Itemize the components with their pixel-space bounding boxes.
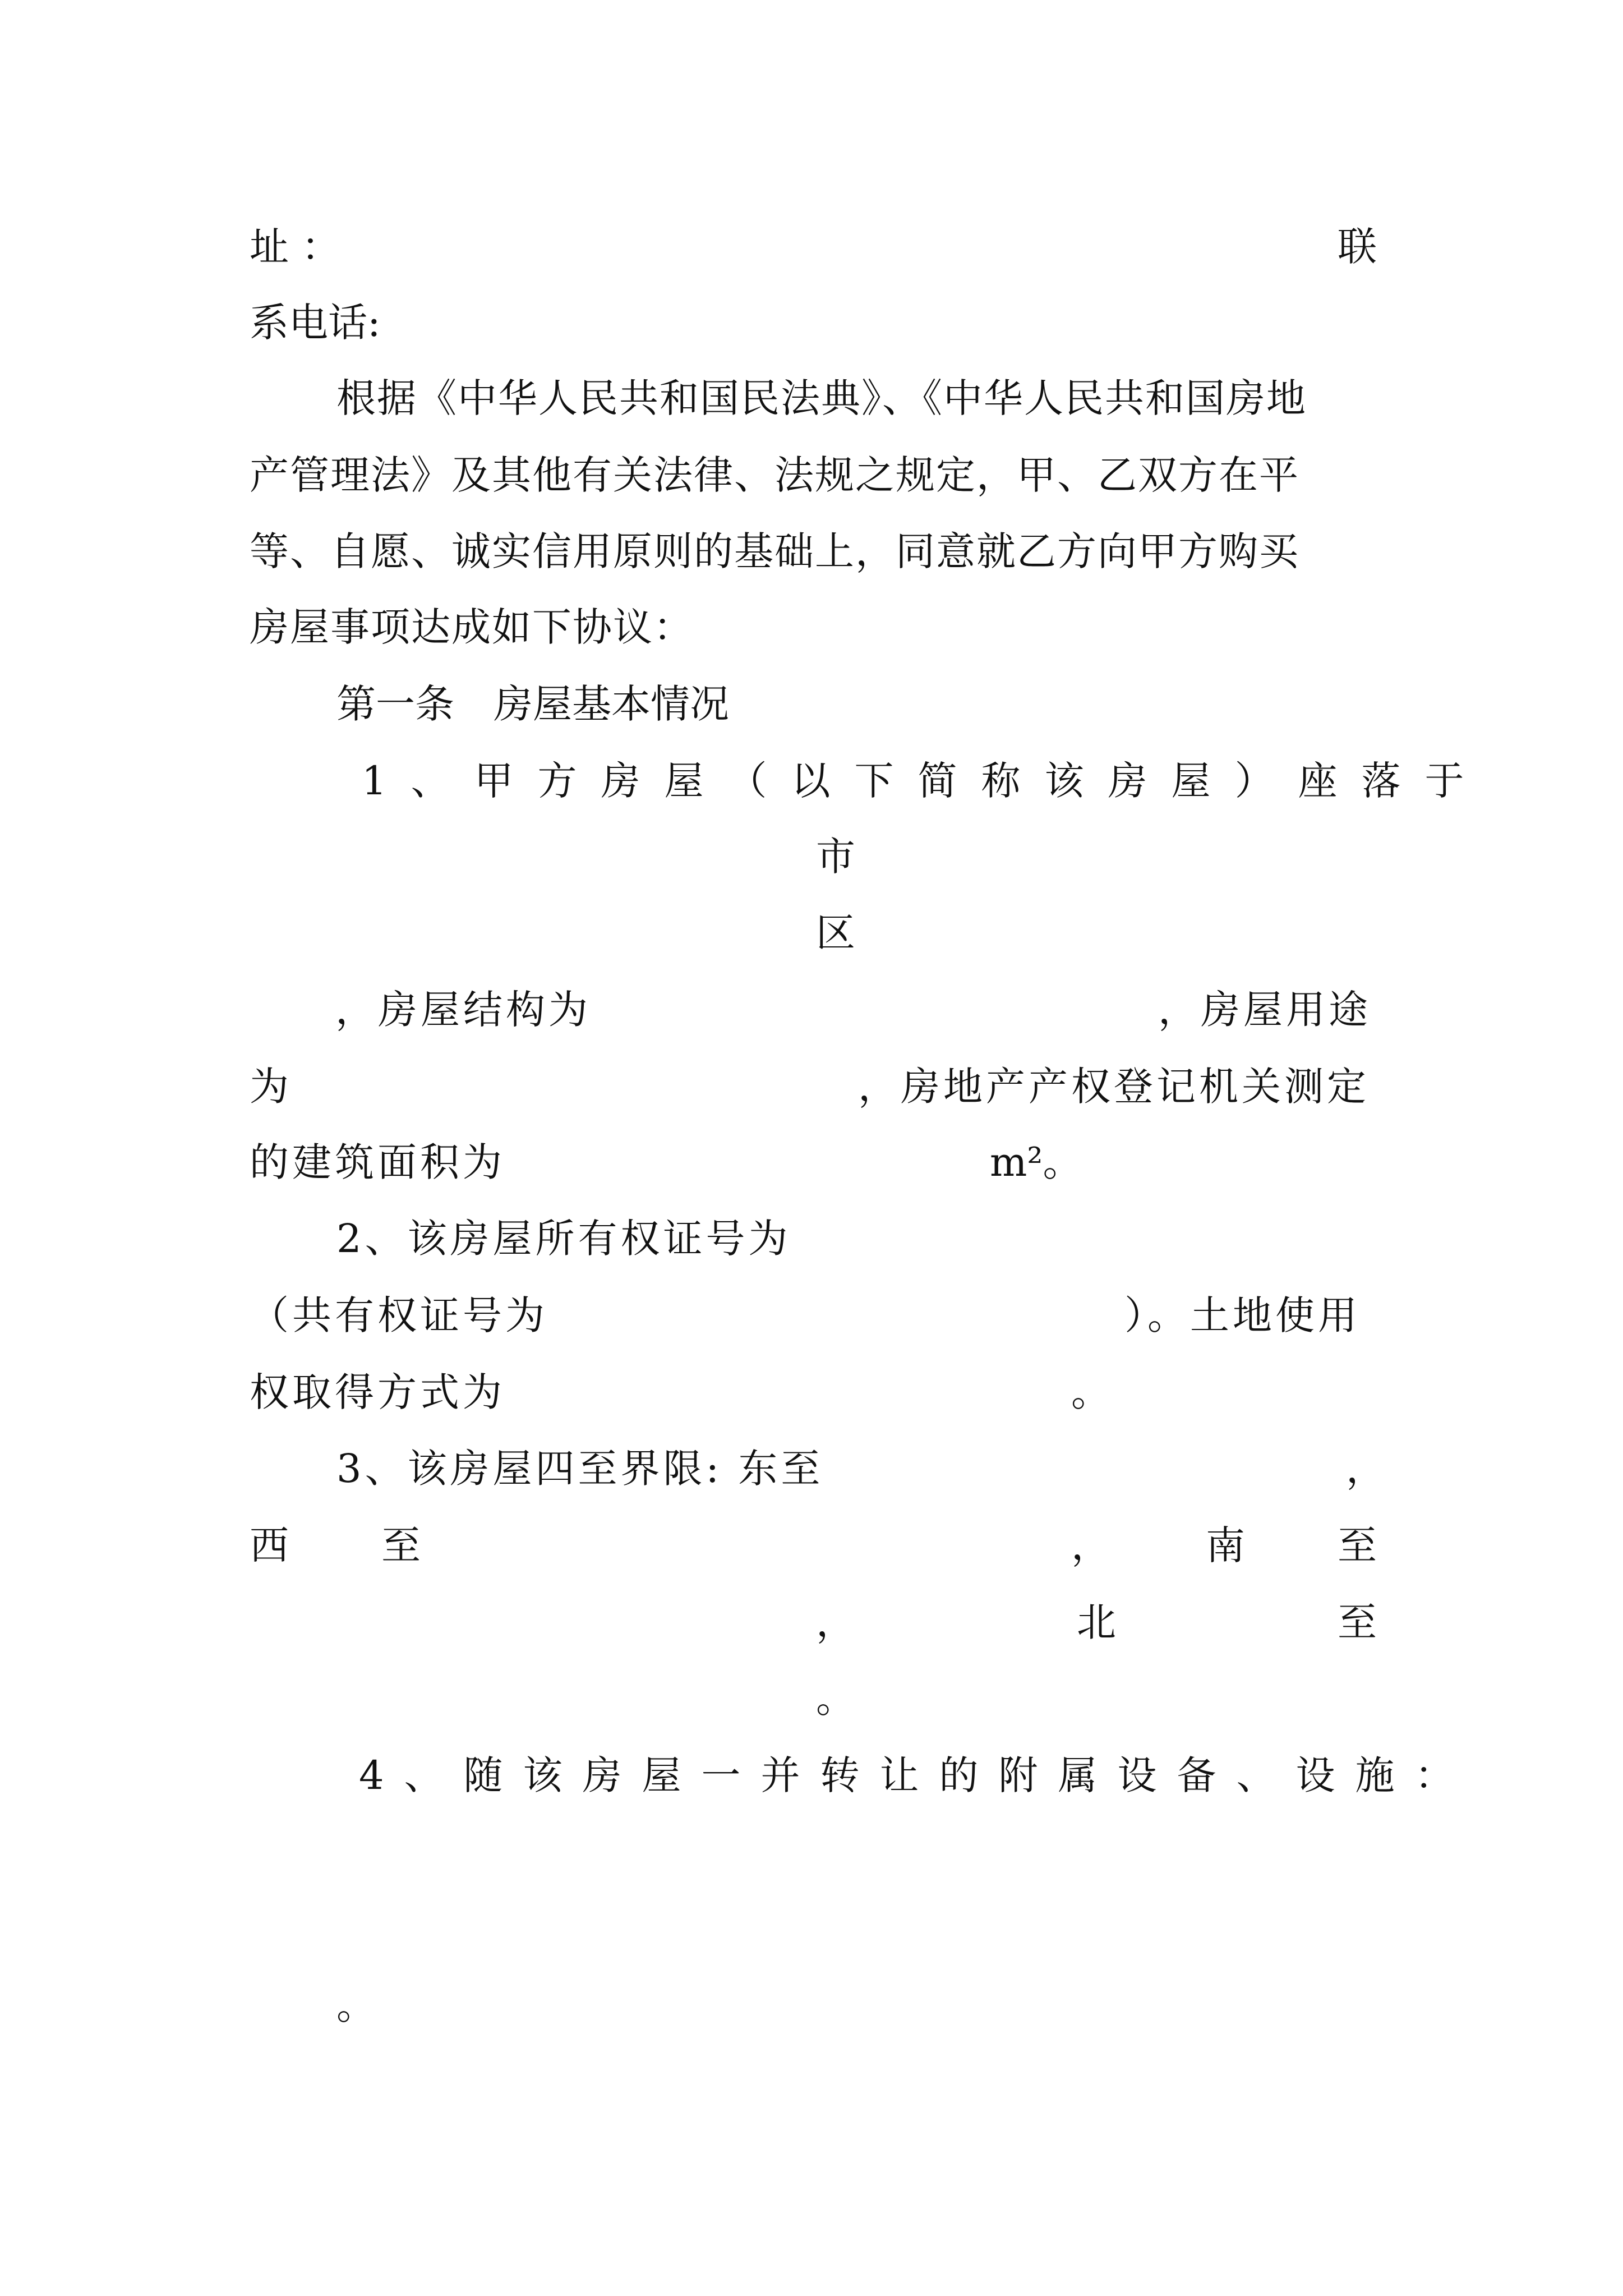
item-3-south-2: 至: [1338, 1522, 1377, 1568]
item-3-north-2: 至: [1338, 1599, 1377, 1645]
item-1-structure-label: ，房屋结构为: [335, 987, 591, 1033]
item-3-end-period: 。: [816, 1676, 855, 1722]
item-3-boundary-label: 3、该房屋四至界限: 东至: [336, 1446, 824, 1492]
item-1-location: 1、甲方房屋（以下简称该房屋）座落于: [362, 758, 1488, 804]
intro-line-3: 等、自愿、诚实信用原则的基础上，同意就乙方向甲方购买: [250, 528, 1299, 574]
item-3-west-2: 至: [381, 1522, 421, 1568]
address-label: 址 ：: [250, 224, 341, 270]
item-3-comma-west: ，: [1071, 1522, 1110, 1568]
contact-label-part2: 系电话:: [250, 300, 381, 346]
item-3-west-1: 西: [250, 1522, 289, 1568]
item-3-south-1: 南: [1206, 1522, 1245, 1568]
item-3-north-1: 北: [1077, 1599, 1116, 1645]
item-3-comma-south: ，: [816, 1599, 855, 1645]
item-2-co-cert-close: ）。土地使用: [1124, 1292, 1361, 1338]
item-2-land-label: 权取得方式为: [250, 1369, 505, 1415]
item-1-district: 区: [816, 910, 855, 956]
item-4-fixtures-label: 4、随该房屋一并转让的附属设备、设施：: [359, 1752, 1474, 1798]
item-1-area-unit: m²。: [990, 1139, 1082, 1185]
item-2-land-end: 。: [1071, 1369, 1110, 1415]
intro-line-1: 根据《中华人民共和国民法典》、《中华人民共和国房地: [336, 375, 1307, 421]
item-1-registration: ，房地产产权登记机关测定: [858, 1064, 1370, 1110]
article-1-heading: 第一条 房屋基本情况: [336, 681, 729, 727]
item-1-usage-label: ，房屋用途: [1158, 987, 1371, 1033]
contact-label-part1: 联: [1338, 224, 1377, 270]
item-4-end-period: 。: [336, 1982, 376, 2028]
intro-line-2: 产管理法》及其他有关法律、法规之规定，甲、乙双方在平: [250, 452, 1299, 498]
item-2-co-cert-label: （共有权证号为: [250, 1292, 548, 1338]
item-1-usage-for: 为: [250, 1064, 289, 1110]
item-2-cert-label: 2、该房屋所有权证号为: [336, 1216, 791, 1262]
item-1-area-label: 的建筑面积为: [250, 1139, 505, 1185]
intro-line-4: 房屋事项达成如下协议：: [250, 604, 694, 650]
item-3-comma-east: ，: [1346, 1446, 1385, 1492]
item-1-city: 市: [816, 834, 855, 880]
